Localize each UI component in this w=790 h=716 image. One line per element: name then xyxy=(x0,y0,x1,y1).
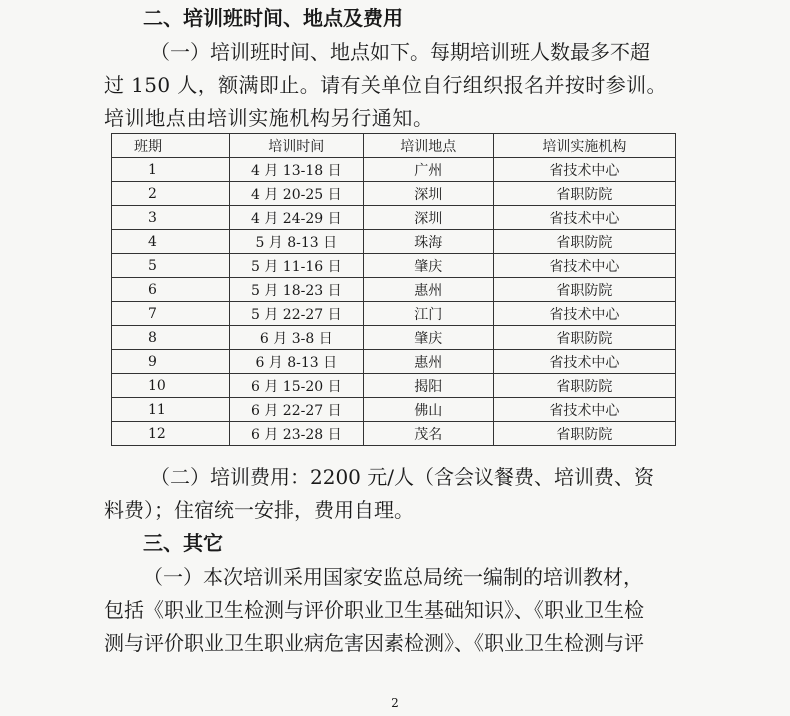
cell-institution: 省技术中心 xyxy=(493,158,675,182)
page-number: 2 xyxy=(391,696,399,710)
header-time: 培训时间 xyxy=(229,134,363,158)
table-row xyxy=(112,302,676,326)
cell-location: 惠州 xyxy=(363,278,493,302)
schedule-table xyxy=(111,133,676,446)
table-row xyxy=(112,398,676,422)
cell-institution: 省技术中心 xyxy=(493,254,675,278)
section2-heading: 二、培训班时间、地点及费用 xyxy=(143,6,403,30)
cell-session: 5 xyxy=(112,254,230,278)
table-row xyxy=(112,350,676,374)
cell-institution: 省职防院 xyxy=(493,230,675,254)
cell-session: 7 xyxy=(112,302,230,326)
table-row xyxy=(112,230,676,254)
cell-institution: 省技术中心 xyxy=(493,350,675,374)
cell-session: 3 xyxy=(112,206,230,230)
table-row xyxy=(112,182,676,206)
cell-session: 8 xyxy=(112,326,230,350)
cell-location: 肇庆 xyxy=(363,326,493,350)
cell-time: 6 月 15-20 日 xyxy=(229,374,363,398)
table-row xyxy=(112,422,676,446)
cell-time: 4 月 13-18 日 xyxy=(229,158,363,182)
cell-location: 茂名 xyxy=(363,422,493,446)
cell-location: 深圳 xyxy=(363,182,493,206)
section3-line1: （一）本次培训采用国家安监总局统一编制的培训教材， xyxy=(143,565,643,589)
cell-session: 2 xyxy=(112,182,230,206)
cell-time: 6 月 23-28 日 xyxy=(229,422,363,446)
cell-session: 10 xyxy=(112,374,230,398)
para1-line1: （一）培训班时间、地点如下。每期培训班人数最多不超 xyxy=(150,40,650,64)
cell-institution: 省职防院 xyxy=(493,278,675,302)
fee-line1: （二）培训费用：2200 元/人（含会议餐费、培训费、资 xyxy=(150,465,654,489)
cell-time: 6 月 8-13 日 xyxy=(229,350,363,374)
cell-time: 5 月 8-13 日 xyxy=(229,230,363,254)
fee-line2: 料费）；住宿统一安排，费用自理。 xyxy=(104,498,414,522)
cell-location: 揭阳 xyxy=(363,374,493,398)
cell-session: 4 xyxy=(112,230,230,254)
cell-institution: 省职防院 xyxy=(493,422,675,446)
cell-time: 5 月 22-27 日 xyxy=(229,302,363,326)
header-institution: 培训实施机构 xyxy=(493,134,675,158)
header-location: 培训地点 xyxy=(363,134,493,158)
cell-institution: 省技术中心 xyxy=(493,302,675,326)
cell-time: 5 月 18-23 日 xyxy=(229,278,363,302)
cell-location: 惠州 xyxy=(363,350,493,374)
table-row xyxy=(112,278,676,302)
cell-session: 9 xyxy=(112,350,230,374)
table-row xyxy=(112,326,676,350)
cell-location: 深圳 xyxy=(363,206,493,230)
section3-line2: 包括《职业卫生检测与评价职业卫生基础知识》、《职业卫生检 xyxy=(104,598,644,622)
cell-time: 4 月 24-29 日 xyxy=(229,206,363,230)
cell-time: 5 月 11-16 日 xyxy=(229,254,363,278)
cell-location: 广州 xyxy=(363,158,493,182)
table-row xyxy=(112,206,676,230)
table-row xyxy=(112,254,676,278)
cell-time: 4 月 20-25 日 xyxy=(229,182,363,206)
cell-time: 6 月 22-27 日 xyxy=(229,398,363,422)
cell-institution: 省职防院 xyxy=(493,374,675,398)
section3-heading: 三、其它 xyxy=(143,531,223,555)
cell-location: 肇庆 xyxy=(363,254,493,278)
cell-session: 12 xyxy=(112,422,230,446)
para1-line3: 培训地点由培训实施机构另行通知。 xyxy=(104,106,434,130)
cell-institution: 省职防院 xyxy=(493,182,675,206)
cell-location: 江门 xyxy=(363,302,493,326)
cell-time: 6 月 3-8 日 xyxy=(229,326,363,350)
table-row xyxy=(112,158,676,182)
cell-institution: 省技术中心 xyxy=(493,398,675,422)
section3-line3: 测与评价职业卫生职业病危害因素检测》、《职业卫生检测与评 xyxy=(104,631,644,655)
table-row xyxy=(112,374,676,398)
header-session: 班期 xyxy=(112,134,230,158)
cell-session: 1 xyxy=(112,158,230,182)
cell-session: 11 xyxy=(112,398,230,422)
cell-institution: 省技术中心 xyxy=(493,206,675,230)
para1-line2: 过 150 人，额满即止。请有关单位自行组织报名并按时参训。 xyxy=(104,73,667,97)
cell-institution: 省职防院 xyxy=(493,326,675,350)
cell-session: 6 xyxy=(112,278,230,302)
cell-location: 佛山 xyxy=(363,398,493,422)
table-header-row xyxy=(112,134,676,158)
cell-location: 珠海 xyxy=(363,230,493,254)
